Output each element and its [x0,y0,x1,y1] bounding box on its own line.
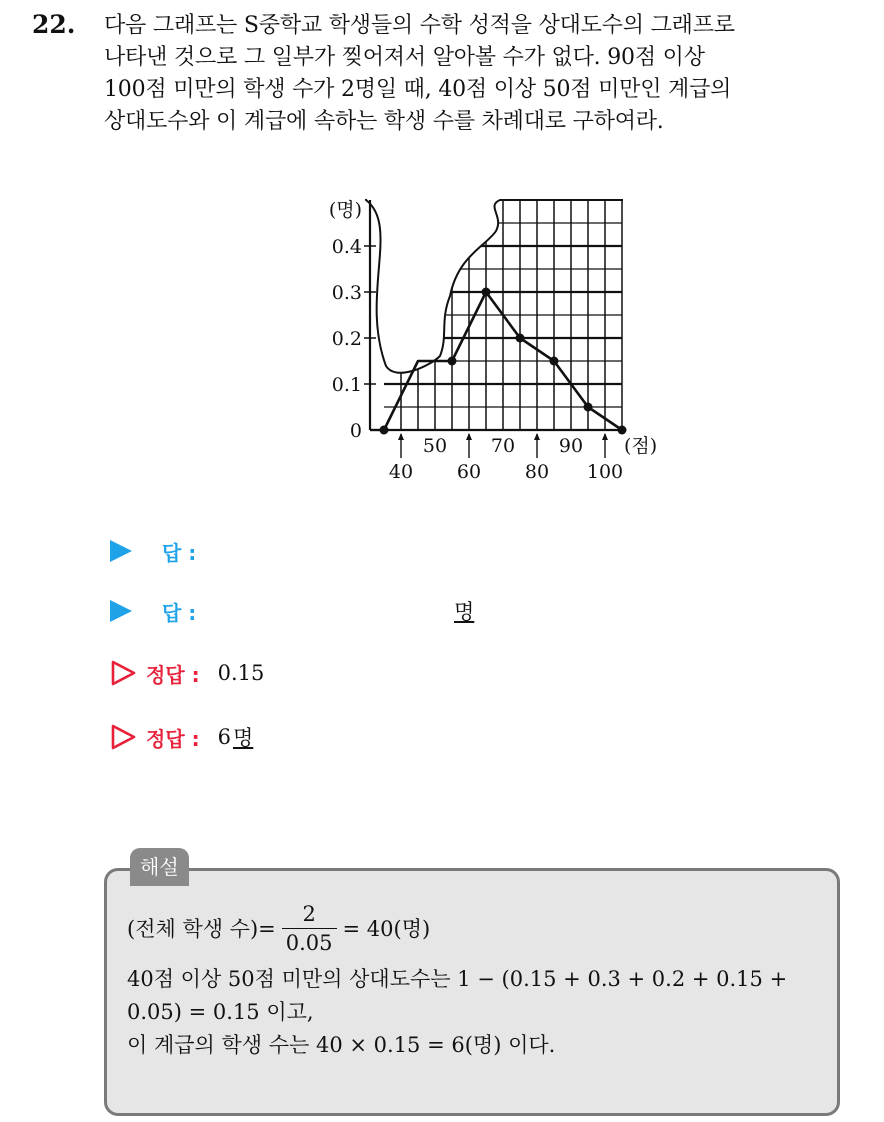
y-axis-label: (명) [328,199,362,221]
data-point [550,357,559,366]
x-tick-arrowhead [534,433,540,440]
solution-label: 정답 : [146,726,200,751]
outline-triangle-icon [110,660,136,686]
question-text [104,10,866,138]
equation-right: = 40(명) [342,917,431,941]
solution-value: 0.15 [217,661,265,685]
fraction [282,900,337,957]
x-tick-label-upper: 70 [490,435,516,457]
answer-unit: 명 [454,600,475,624]
fraction-denominator: 0.05 [282,928,337,957]
question-line: 100점 미만의 학생 수가 2명일 때, 40점 이상 50점 미만인 계급의 [104,77,732,102]
answer-label: 답 : [162,540,197,565]
total-equation [127,893,827,963]
x-tick-label-upper: 90 [558,435,584,457]
question-line: 상대도수와 이 계급에 속하는 학생 수를 차례대로 구하여라. [104,109,664,134]
y-tick-label: 0 [349,420,362,442]
solution-unit: 명 [232,726,254,750]
solution-value: 6 [217,725,231,749]
explanation-body [127,893,827,1062]
y-tick-label: 0.1 [331,374,362,396]
explanation-line: 40점 이상 50점 미만의 상대도수는 1 − (0.15 + 0.3 + 0.2 + 0.15 + [127,967,788,991]
explanation-line: 0.05) = 0.15 이고, [127,1000,314,1024]
x-axis-label: (점) [624,435,658,457]
answer-row-2 [110,594,510,628]
x-tick-arrowhead [398,433,404,440]
x-tick-label-lower: 60 [456,461,482,483]
fraction-numerator: 2 [302,901,316,926]
x-tick-arrowhead [466,433,472,440]
question-line: 다음 그래프는 S중학교 학생들의 수학 성적을 상대도수의 그래프로 [104,13,735,38]
question-line: 나타낸 것으로 그 일부가 찢어져서 알아볼 수가 없다. 90점 이상 [104,45,705,70]
outline-triangle-icon [110,724,136,750]
x-tick-label-lower: 40 [388,461,414,483]
equation-left: (전체 학생 수)= [127,917,276,941]
data-point [380,426,389,435]
data-point [618,426,627,435]
data-point [584,403,593,412]
y-tick-label: 0.4 [331,236,362,258]
solution-row-1 [110,656,264,690]
play-triangle-icon [110,600,132,622]
y-tick-label: 0.2 [331,328,362,350]
relative-frequency-graph [300,186,660,486]
x-tick-label-upper: 50 [422,435,448,457]
axis-labels [329,199,657,483]
x-tick-label-lower: 100 [586,461,624,483]
question-number: 22. [32,10,76,39]
x-tick-label-lower: 80 [524,461,550,483]
torn-paper-region [366,186,622,373]
answer-row-1 [110,534,196,568]
explanation-tab: 해설 [130,848,189,886]
y-tick-label: 0.3 [331,282,362,304]
explanation-line: 이 계급의 학생 수는 40 × 0.15 = 6(명) 이다. [127,1033,556,1057]
data-point [482,288,491,297]
solution-label: 정답 : [146,662,200,687]
play-triangle-icon [110,540,132,562]
data-point [516,334,525,343]
data-point [448,357,457,366]
answer-label: 답 : [162,600,197,625]
solution-row-2 [110,720,253,754]
x-tick-arrowhead [602,433,608,440]
explanation-box [104,868,840,1116]
